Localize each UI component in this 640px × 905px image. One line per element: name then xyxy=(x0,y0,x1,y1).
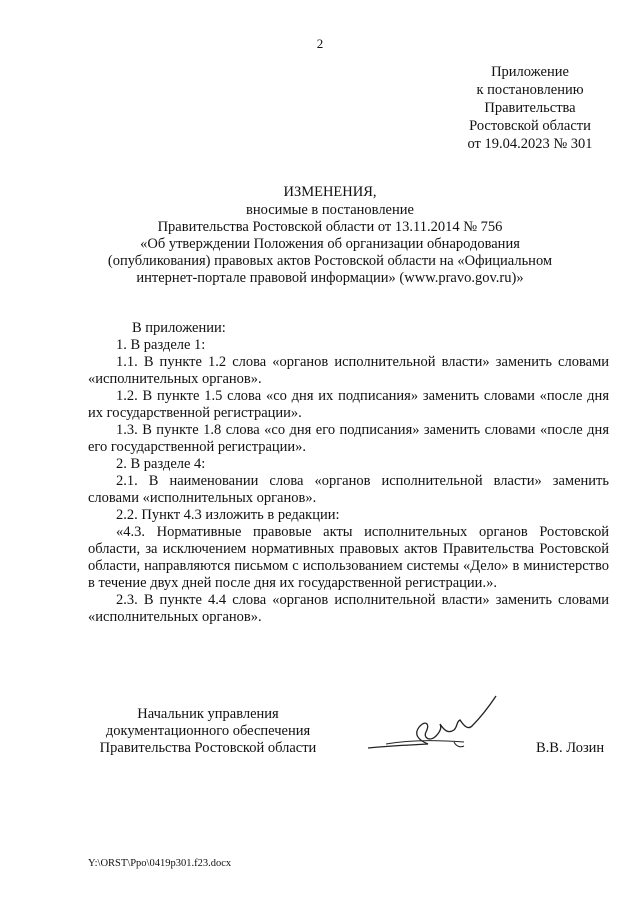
body-paragraph: 1.1. В пункте 1.2 слова «органов исполнительной власти» заменить словами «исполнительных органов». xyxy=(88,354,609,387)
signer-position xyxy=(88,706,328,757)
body-paragraph: 2.1. В наименовании слова «органов исполнительной власти» заменить словами «исполнительных органов». xyxy=(88,473,609,506)
document-title xyxy=(80,184,580,287)
title-main: ИЗМЕНЕНИЯ, xyxy=(283,184,377,200)
body-paragraph: 2. В разделе 4: xyxy=(116,456,206,472)
title-line: (опубликования) правовых актов Ростовской области на «Официальном xyxy=(107,253,553,269)
appendix-block xyxy=(430,63,630,153)
appendix-line: Приложение xyxy=(491,64,569,80)
title-line: вносимые в постановление xyxy=(246,202,414,218)
body-paragraph: 1.3. В пункте 1.8 слова «со дня его подписания» заменить словами «после дня его государственной регистрации». xyxy=(88,422,609,455)
file-path: Y:\ORST\Ppo\0419p301.f23.docx xyxy=(88,858,232,869)
appendix-line: от 19.04.2023 № 301 xyxy=(467,136,593,152)
appendix-line: Ростовской области xyxy=(469,118,591,134)
title-line: «Об утверждении Положения об организации обнародования xyxy=(140,236,520,252)
signer-name: В.В. Лозин xyxy=(536,740,605,756)
appendix-line: к постановлению xyxy=(476,82,584,98)
body-paragraph: 1. В разделе 1: xyxy=(116,337,206,353)
signer-position-line: Правительства Ростовской области xyxy=(99,740,317,756)
appendix-line: Правительства xyxy=(484,100,576,116)
title-line: интернет-портале правовой информации» (www.pravo.gov.ru)» xyxy=(136,270,524,286)
body-paragraph: «4.3. Нормативные правовые акты исполнительных органов Ростовской области, за исключением нормативных правовых актов Правительства Ростовской области, направляются письмом с использованием системы «Дело» в министерство в течение двух дней после дня их государственной регистрации.». xyxy=(88,524,609,591)
page-number: 2 xyxy=(316,36,324,51)
body-paragraph: 2.3. В пункте 4.4 слова «органов исполнительной власти» заменить словами «исполнительных органов». xyxy=(88,592,609,625)
handwritten-signature xyxy=(368,690,508,760)
body-paragraph: В приложении: xyxy=(132,320,226,336)
signer-position-line: Начальник управления xyxy=(137,706,279,722)
body-paragraph: 2.2. Пункт 4.3 изложить в редакции: xyxy=(116,507,340,523)
signer-position-line: документационного обеспечения xyxy=(105,723,311,739)
title-line: Правительства Ростовской области от 13.11.2014 № 756 xyxy=(157,219,503,235)
body-paragraph: 1.2. В пункте 1.5 слова «со дня их подписания» заменить словами «после дня их государственной регистрации». xyxy=(88,388,609,421)
document-body xyxy=(88,320,609,626)
